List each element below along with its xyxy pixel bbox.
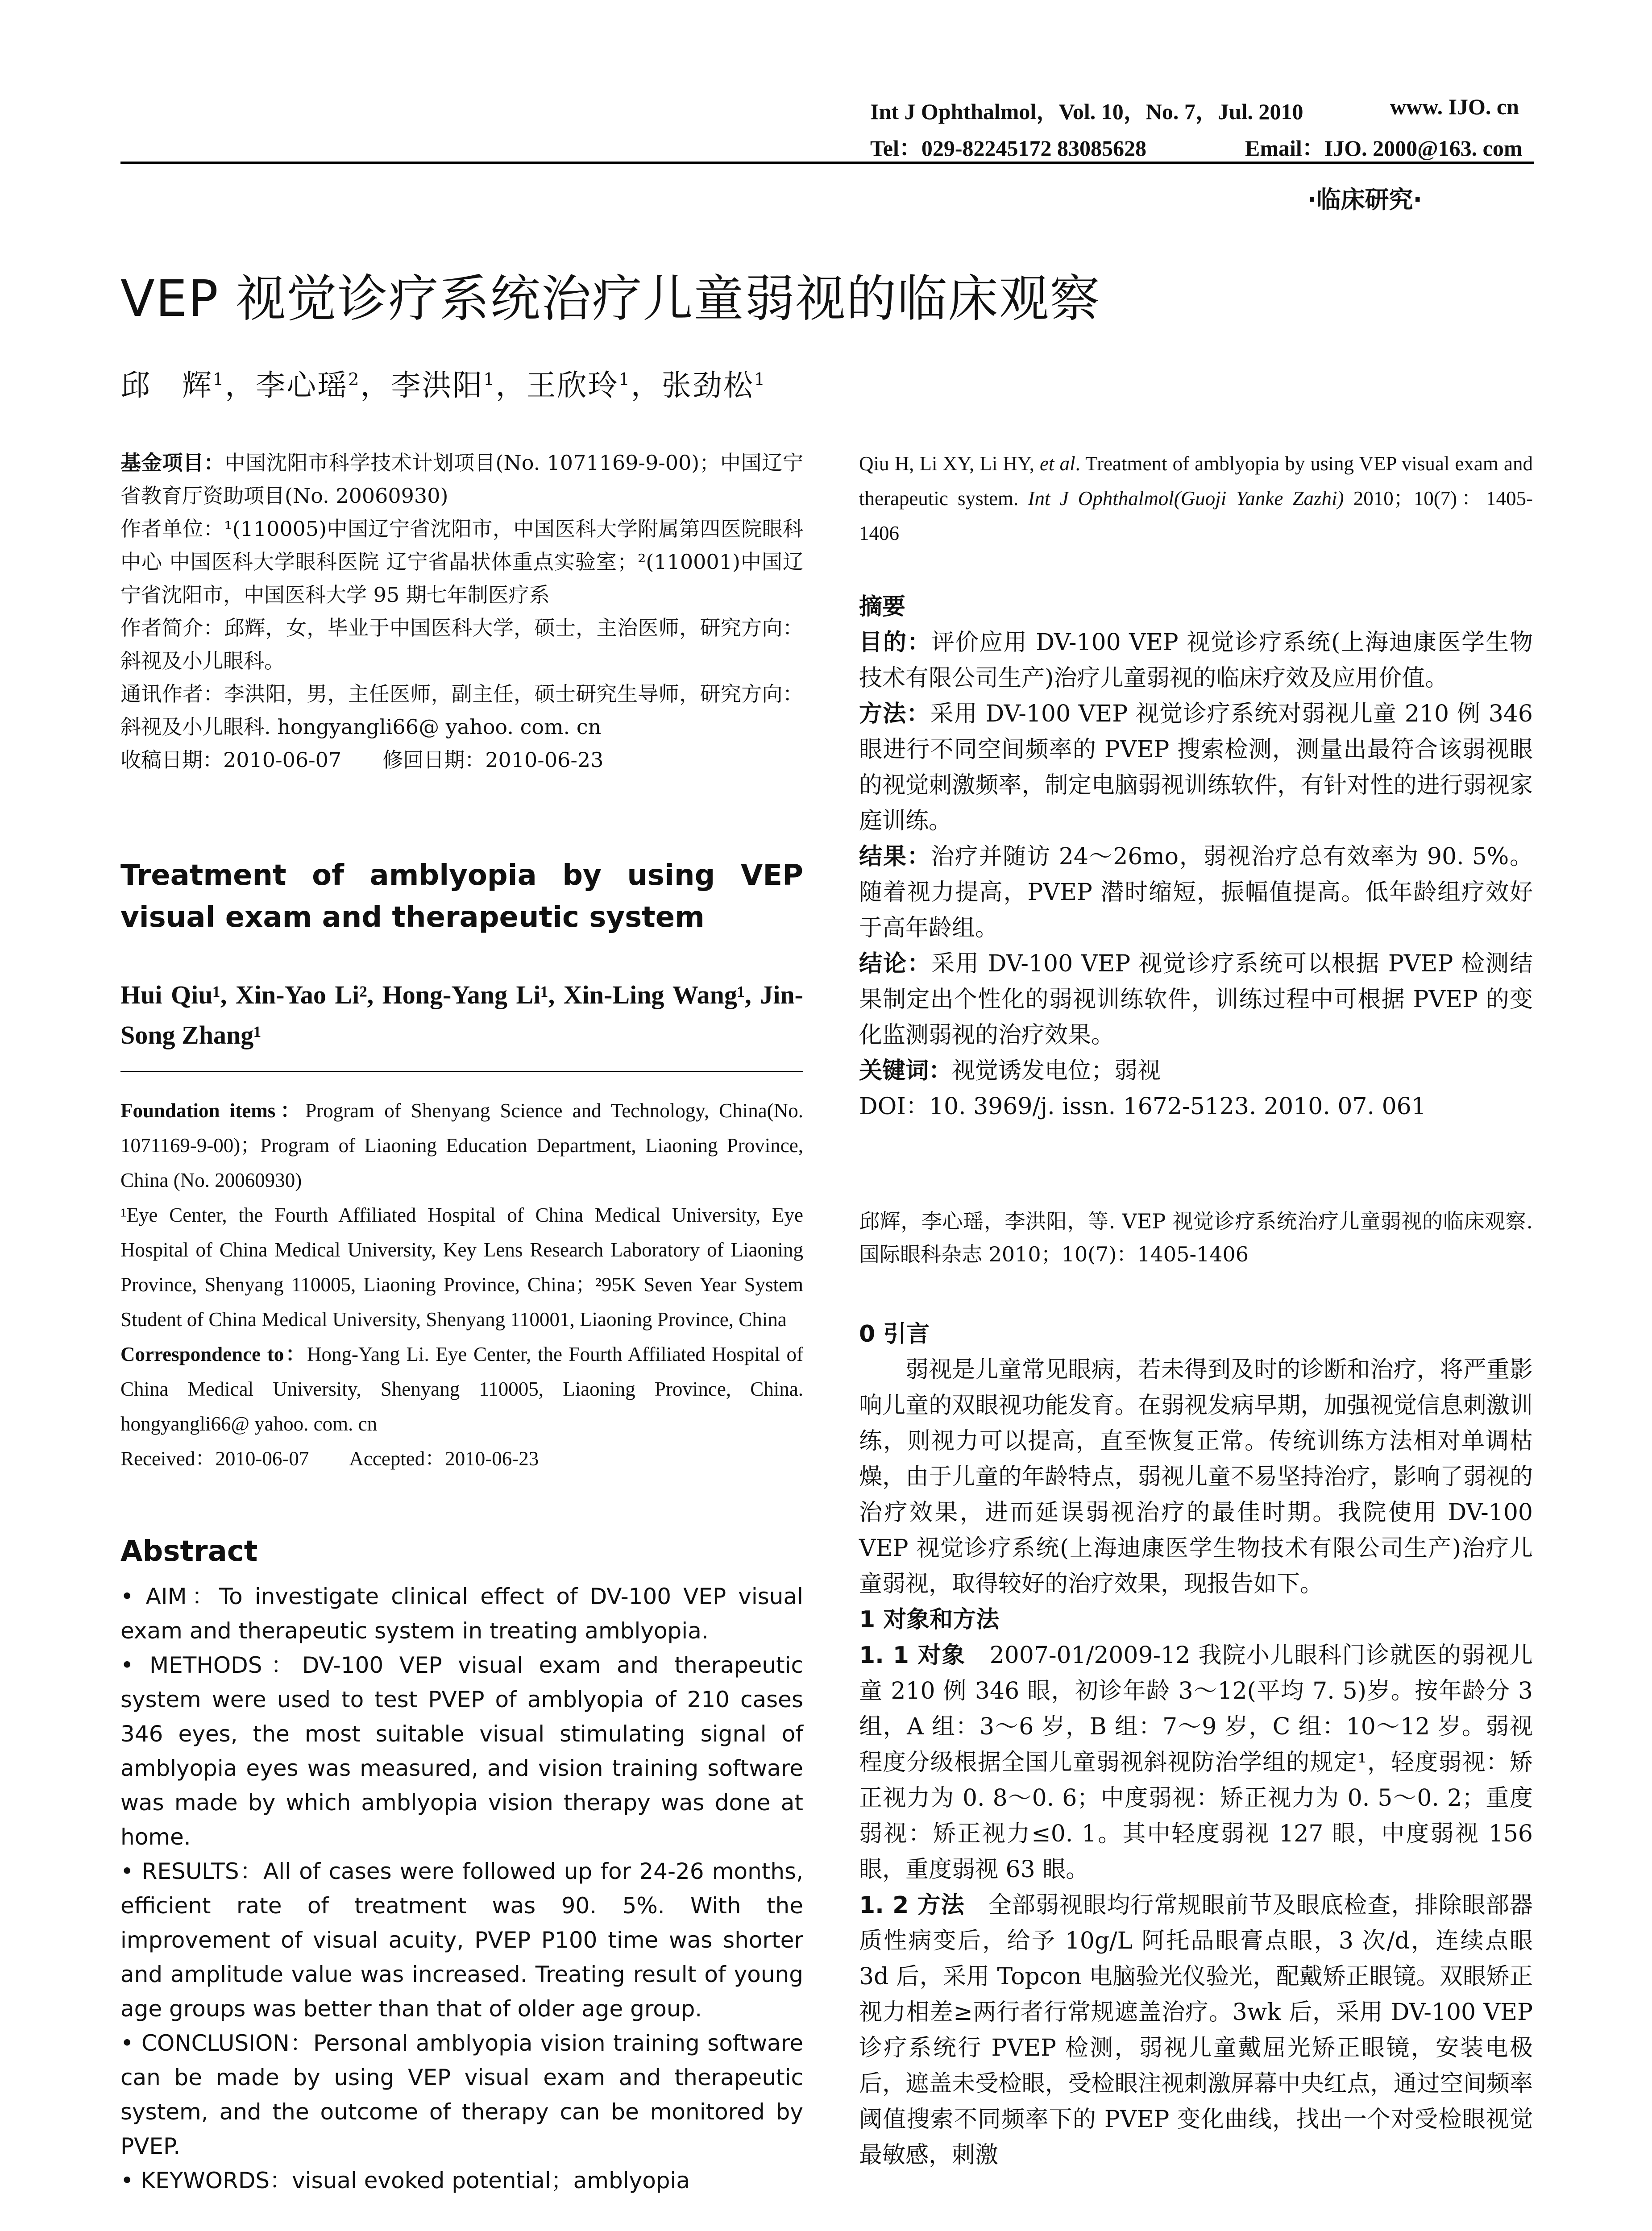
author-name: 邱 辉 bbox=[120, 368, 213, 402]
journal-email: Email：IJO. 2000@163. com bbox=[1245, 136, 1523, 161]
foundation-text-en: Program of Shenyang Science and Technology, China(No. 1071169-9-00)；Program of Liaoning Education Department, Liaoning Province, China (No. 20060930) bbox=[120, 1099, 803, 1191]
abstract-results: • RESULTS：All of cases were followed up for 24-26 months, efficient rate of treatment was 90. 5%. With the improvement of visual acuity, PVEP P100 time was shorter and amplitude value was increased. Treating result of young age groups was better than that of older age group. bbox=[120, 1858, 803, 2022]
methods-heading: 1 对象和方法 bbox=[859, 1606, 1000, 1633]
affiliation-text-en: ¹Eye Center, the Fourth Affiliated Hospital of China Medical University, Eye Hospital of China Medical University, Key Lens Research Laboratory of Liaoning Province, Shenyang 110005, Liaoning Province, China；²95K Seven Year System Student of China Medical University, Shenyang 110001, Liaoning Province, China bbox=[120, 1204, 803, 1331]
header-rule bbox=[120, 162, 1534, 164]
doi: DOI：10. 3969/j. issn. 1672-5123. 2010. 07. 061 bbox=[859, 1093, 1426, 1120]
zh-abstract: 摘要 目的：评价应用 DV-100 VEP 视觉诊疗系统(上海迪康医学生物技术有限公司生产)治疗儿童弱视的临床疗效及应用价值。 方法：采用 DV-100 VEP 视觉诊疗系统对弱视儿童 210 例 346 眼进行不同空间频率的 PVEP 搜索检测，测量出最符合该弱视眼的视觉刺激频率，制定电脑弱视训练软件，有针对性的进行弱视家庭训练。 结果：治疗并随访 24～26mo，弱视治疗总有效率为 90. 5%。随着视力提高，PVEP 潜时缩短，振幅值提高。低年龄组疗效好于高年龄组。 结论：采用 DV-100 VEP 视觉诊疗系统可以根据 PVEP 检测结果制定出个性化的弱视训练软件，训练过程中可根据 PVEP 的变化监测弱视的治疗效果。 关键词：视觉诱发电位；弱视 DOI：10. 3969/j. issn. 1672-5123. 2010. 07. 061 bbox=[859, 589, 1533, 1124]
abstract-keywords: • KEYWORDS：visual evoked potential；amblyopia bbox=[120, 2168, 690, 2194]
journal-info: Int J Ophthalmol，Vol. 10，No. 7，Jul. 2010 bbox=[870, 99, 1303, 124]
abstract-body bbox=[120, 1580, 803, 2198]
body-text: 0 引言 弱视是儿童常见眼病，若未得到及时的诊断和治疗，将严重影响儿童的双眼视功能发育。在弱视发病早期，加强视觉信息刺激训练，则视力可以提高，直至恢复正常。传统训练方法相对单调枯燥，由于儿童的年龄特点，弱视儿童不易坚持治疗，影响了弱视的治疗效果，进而延误弱视治疗的最佳时期。我院使用 DV-100 VEP 视觉诊疗系统(上海迪康医学生物技术有限公司生产)治疗儿童弱视，取得较好的治疗效果，现报告如下。 1 对象和方法 1. 1 对象 2007-01/2009-12 我院小儿眼科门诊就医的弱视儿童 210 例 346 眼，初诊年龄 3～12(平均 7. 5)岁。按年龄分 3 组，A 组：3～6 岁，B 组：7～9 岁，C 组：10～12 岁。弱视程度分级根据全国儿童弱视斜视防治学组的规定¹，轻度弱视：矫正视力为 0. 8～0. 6；中度弱视：矫正视力为 0. 5～0. 2；重度弱视：矫正视力≤0. 1。其中轻度弱视 127 眼，中度弱视 156 眼，重度弱视 63 眼。 1. 2 方法 全部弱视眼均行常规眼前节及眼底检查，排除眼部器质性病变后，给予 10g/L 阿托品眼膏点眼，3 次/d，连续点眼 3d 后，采用 Topcon 电脑验光仪验光，配戴矫正眼镜。双眼矫正视力相差≥两行者行常规遮盖治疗。3wk 后，采用 DV-100 VEP 诊疗系统行 PVEP 检测，弱视儿童戴屈光矫正眼镜，安装电极后，遮盖未受检眼，受检眼注视刺激屏幕中央红点，通过空间频率阈值搜索不同频率下的 PVEP 变化曲线，找出一个对受检眼视觉最敏感，刺激 bbox=[859, 1316, 1533, 2173]
journal-tel: Tel：029-82245172 83085628 bbox=[870, 136, 1146, 161]
zh-aim: 评价应用 DV-100 VEP 视觉诊疗系统(上海迪康医学生物技术有限公司生产)治疗儿童弱视的临床疗效及应用价值。 bbox=[859, 629, 1533, 692]
affiliation-text: 作者单位：¹(110005)中国辽宁省沈阳市，中国医科大学附属第四医院眼科中心 中国医科大学眼科医院 辽宁省晶状体重点实验室；²(110001)中国辽宁省沈阳市，中国医科大学 95 期七年制医疗系 bbox=[120, 517, 803, 607]
abstract-methods: • METHODS：DV-100 VEP visual exam and therapeutic system were used to test PVEP of amblyopia of 210 cases 346 eyes, the most suitable visual stimulating signal of amblyopia eyes was measured, and vision training software was made by which amblyopia vision therapy was done at home. bbox=[120, 1652, 803, 1850]
zh-methods: 采用 DV-100 VEP 视觉诊疗系统对弱视儿童 210 例 346 眼进行不同空间频率的 PVEP 搜索检测，测量出最符合该弱视眼的视觉刺激频率，制定电脑弱视训练软件，有针对性的进行弱视家庭训练。 bbox=[859, 701, 1533, 834]
journal-website: www. IJO. cn bbox=[1390, 94, 1519, 119]
methods-paragraph: 全部弱视眼均行常规眼前节及眼底检查，排除眼部器质性病变后，给予 10g/L 阿托品眼膏点眼，3 次/d，连续点眼 3d 后，采用 Topcon 电脑验光仪验光，配戴矫正眼镜。双眼矫正视力相差≥两行者行常规遮盖治疗。3wk 后，采用 DV-100 VEP 诊疗系统行 PVEP 检测，弱视儿童戴屈光矫正眼镜，安装电极后，遮盖未受检眼，受检眼注视刺激屏幕中央红点，通过空间频率阈值搜索不同频率下的 PVEP 变化曲线，找出一个对受检眼视觉最敏感，刺激 bbox=[859, 1892, 1533, 2169]
foundation-text: 中国沈阳市科学技术计划项目(No. 1071169-9-00)；中国辽宁省教育厅资助项目(No. 20060930) bbox=[120, 451, 804, 508]
zh-keywords: 视觉诱发电位；弱视 bbox=[952, 1057, 1161, 1084]
left-info-block: 基金项目：中国沈阳市科学技术计划项目(No. 1071169-9-00)；中国辽宁省教育厅资助项目(No. 20060930) 作者单位：¹(110005)中国辽宁省沈阳市，中国医科大学附属第四医院眼科中心 中国医科大学眼科医院 辽宁省晶状体重点实验室；²(110001)中国辽宁省沈阳市，中国医科大学 95 期七年制医疗系 作者简介：邱辉，女，毕业于中国医科大学，硕士，主治医师，研究方向：斜视及小儿眼科。 通讯作者：李洪阳，男，主任医师，副主任，硕士研究生导师，研究方向：斜视及小儿眼科. hongyangli66@ yahoo. com. cn 收稿日期：2010-06-07 修回日期：2010-06-23 bbox=[120, 446, 803, 776]
received-dates: 收稿日期：2010-06-07 修回日期：2010-06-23 bbox=[120, 748, 604, 772]
received-dates-en: Received：2010-06-07 Accepted：2010-06-23 bbox=[120, 1447, 539, 1470]
author-name: 李心瑶 bbox=[256, 368, 349, 402]
abstract-heading: Abstract bbox=[120, 1535, 258, 1568]
author-name: 李洪阳 bbox=[391, 368, 484, 402]
author-name: 张劲松 bbox=[661, 368, 754, 402]
english-title: Treatment of amblyopia by using VEP visual exam and therapeutic system bbox=[120, 859, 803, 934]
zh-conclusion: 采用 DV-100 VEP 视觉诊疗系统可以根据 PVEP 检测结果制定出个性化的弱视训练软件，训练过程中可根据 PVEP 的变化监测弱视的治疗效果。 bbox=[859, 950, 1533, 1049]
intro-heading: 0 引言 bbox=[859, 1321, 930, 1348]
page-title: VEP 视觉诊疗系统治疗儿童弱视的临床观察 bbox=[120, 270, 1101, 328]
zh-results: 治疗并随访 24～26mo，弱视治疗总有效率为 90. 5%。随着视力提高，PVEP 潜时缩短，振幅值提高。低年龄组疗效好于高年龄组。 bbox=[859, 843, 1533, 941]
author-intro: 作者简介：邱辉，女，毕业于中国医科大学，硕士，主治医师，研究方向：斜视及小儿眼科。 bbox=[120, 616, 803, 673]
zh-abstract-heading: 摘要 bbox=[859, 593, 906, 620]
english-authors: Hui Qiu¹, Xin-Yao Li², Hong-Yang Li¹, Xin-Ling Wang¹, Jin-Song Zhang¹ bbox=[120, 980, 803, 1049]
correspondence-text-en: Hong-Yang Li. Eye Center, the Fourth Affiliated Hospital of China Medical University, Shenyang 110005, Liaoning Province, China. hongyangli66@ yahoo. com. cn bbox=[120, 1343, 803, 1435]
author-rule bbox=[120, 1071, 803, 1072]
abstract-aim: • AIM：To investigate clinical effect of DV-100 VEP visual exam and therapeutic system in treating amblyopia. bbox=[120, 1584, 803, 1644]
correspondence-text: 通讯作者：李洪阳，男，主任医师，副主任，硕士研究生导师，研究方向：斜视及小儿眼科. hongyangli66@ yahoo. com. cn bbox=[120, 682, 803, 739]
citation-zh: 邱辉，李心瑶，李洪阳，等. VEP 视觉诊疗系统治疗儿童弱视的临床观察. 国际眼科杂志 2010；10(7)：1405-1406 bbox=[859, 1209, 1533, 1266]
abstract-conclusion: • CONCLUSION：Personal amblyopia vision training software can be made by using VEP visual exam and therapeutic system, and the outcome of therapy can be monitored by PVEP. bbox=[120, 2030, 803, 2159]
section-tag: ·临床研究· bbox=[1307, 186, 1423, 214]
intro-paragraph: 弱视是儿童常见眼病，若未得到及时的诊断和治疗，将严重影响儿童的双眼视功能发育。在弱视发病早期，加强视觉信息刺激训练，则视力可以提高，直至恢复正常。传统训练方法相对单调枯燥，由于儿童的年龄特点，弱视儿童不易坚持治疗，影响了弱视的治疗效果，进而延误弱视治疗的最佳时期。我院使用 DV-100 VEP 视觉诊疗系统(上海迪康医学生物技术有限公司生产)治疗儿童弱视，取得较好的治疗效果，现报告如下。 bbox=[859, 1356, 1533, 1597]
subjects-paragraph: 2007-01/2009-12 我院小儿眼科门诊就医的弱视儿童 210 例 346 眼，初诊年龄 3～12(平均 7. 5)岁。按年龄分 3 组，A 组：3～6 岁，B 组：7～9 岁，C 组：10～12 岁。弱视程度分级根据全国儿童弱视斜视防治学组的规定¹，轻度弱视：矫正视力为 0. 8～0. 6；中度弱视：矫正视力为 0. 5～0. 2；重度弱视：矫正视力≤0. 1。其中轻度弱视 127 眼，中度弱视 156 眼，重度弱视 63 眼。 bbox=[859, 1642, 1533, 1883]
author-name: 王欣玲 bbox=[526, 368, 619, 402]
citation-en: Qiu H, Li XY, Li HY, et al. Treatment of amblyopia by using VEP visual exam and therapeutic system. Int J Ophthalmol(Guoji Yanke Zazhi) 2010；10(7)：1405-1406 bbox=[859, 452, 1533, 544]
english-info-block: Foundation items：Program of Shenyang Science and Technology, China(No. 1071169-9-00)；Program of Liaoning Education Department, Liaoning Province, China (No. 20060930) ¹Eye Center, the Fourth Affiliated Hospital of China Medical University, Eye Hospital of China Medical University, Key Lens Research Laboratory of Liaoning Province, Shenyang 110005, Liaoning Province, China；²95K Seven Year System Student of China Medical University, Shenyang 110001, Liaoning Province, China Correspondence to：Hong-Yang Li. Eye Center, the Fourth Affiliated Hospital of China Medical University, Shenyang 110005, Liaoning Province, China. hongyangli66@ yahoo. com. cn Received：2010-06-07 Accepted：2010-06-23 bbox=[120, 1093, 803, 1476]
author-list: 邱 辉$^1$，李心瑶$^2$，李洪阳$^1$，王欣玲$^1$，张劲松$^1$ bbox=[120, 368, 766, 402]
